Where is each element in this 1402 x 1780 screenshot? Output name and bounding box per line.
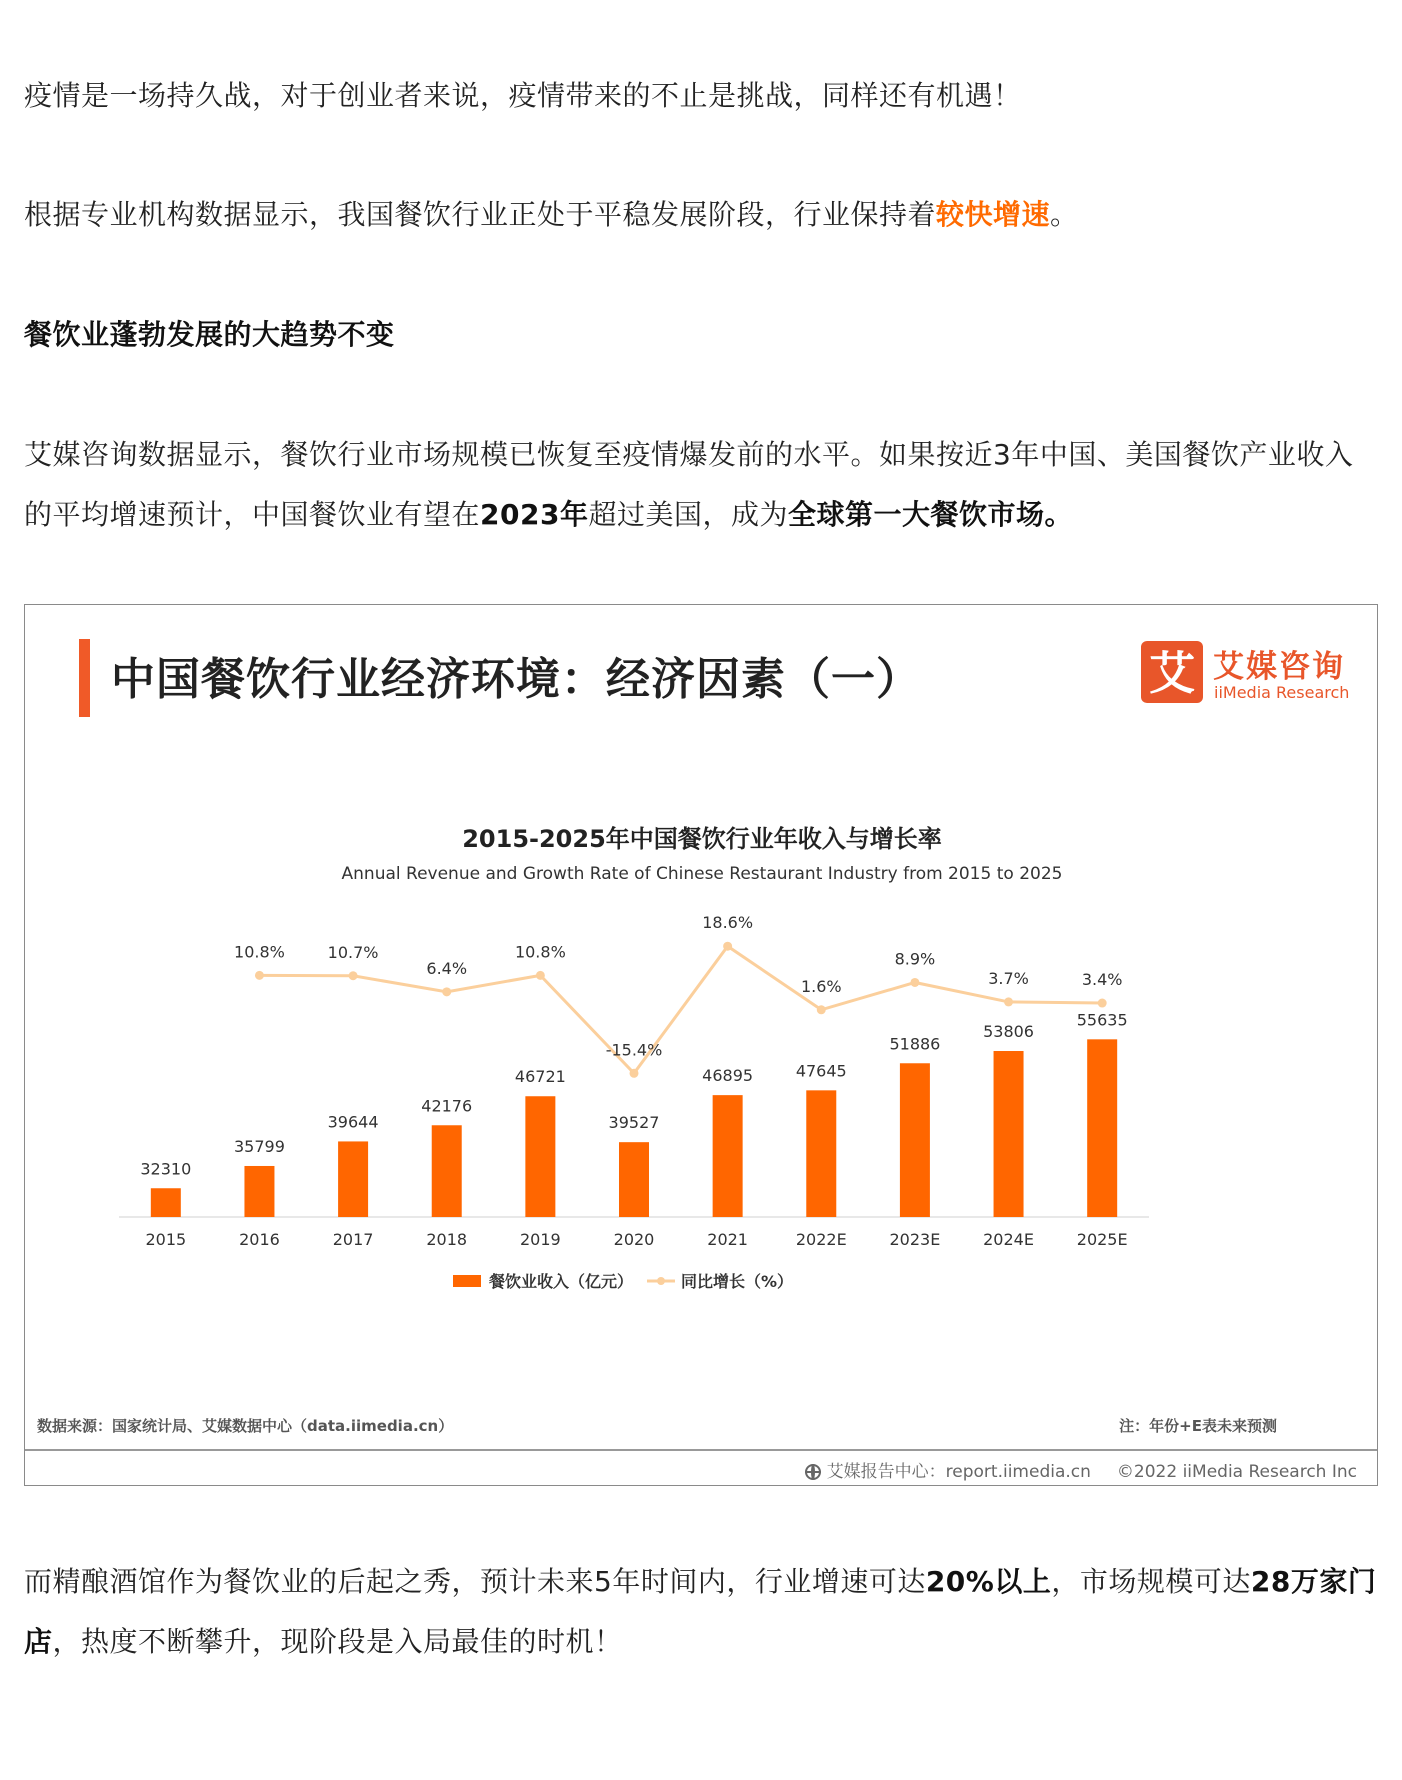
- paragraph-intro-text: 疫情是一场持久战，对于创业者来说，疫情带来的不止是挑战，同样还有机遇！: [24, 79, 1022, 112]
- bar-2016: [244, 1166, 274, 1217]
- bar-2022E: [806, 1090, 836, 1217]
- bar-label-2017: 39644: [327, 1112, 379, 1132]
- x-tick-2021: 2021: [707, 1230, 748, 1249]
- growth-label-2022E: 1.6%: [800, 976, 842, 996]
- footer-copyright: ©2022 iiMedia Research Inc: [1116, 1462, 1357, 1482]
- bar-2018: [432, 1125, 462, 1217]
- bar-2017: [338, 1141, 368, 1217]
- x-tick-2020: 2020: [613, 1230, 655, 1249]
- chart-title: 2015-2025年中国餐饮行业年收入与增长率: [462, 825, 942, 853]
- x-tick-2023E: 2023E: [889, 1230, 941, 1249]
- legend-growth-label: 同比增长（%）: [681, 1272, 794, 1291]
- paragraph-growth: [24, 185, 1378, 245]
- paragraph-market-text-a: 艾媒咨询数据显示，餐饮行业市场规模已恢复至疫情爆发前的水平。如果按近3年中国、美国餐饮产业收入的平均增速预计，中国餐饮业有望在: [24, 438, 1354, 531]
- paragraph-market-text-c: 超过美国，成为: [588, 498, 788, 531]
- growth-point-2018: [442, 987, 451, 996]
- x-tick-2016: 2016: [239, 1230, 280, 1249]
- bar-2021: [713, 1095, 743, 1217]
- growth-label-2018: 6.4%: [426, 958, 468, 978]
- footer-report-center: 艾媒报告中心：report.iimedia.cn: [826, 1462, 1091, 1482]
- growth-label-2017: 10.7%: [327, 942, 379, 962]
- paragraph-growth-text: 根据专业机构数据显示，我国餐饮行业正处于平稳发展阶段，行业保持着: [24, 198, 937, 231]
- bar-label-2021: 46895: [702, 1066, 754, 1086]
- x-tick-2019: 2019: [520, 1230, 561, 1249]
- growth-point-2019: [536, 971, 545, 980]
- growth-label-2024E: 3.7%: [988, 968, 1029, 988]
- growth-point-2017: [349, 971, 358, 980]
- data-source: 数据来源：国家统计局、艾媒数据中心（data.iimedia.cn）: [37, 1417, 454, 1435]
- paragraph-craft-text-c: ，市场规模可达: [1051, 1565, 1251, 1598]
- growth-point-2023E: [910, 978, 919, 987]
- highlight-fast-growth: 较快增速: [936, 198, 1051, 231]
- logo-chinese-name: 艾媒咨询: [1213, 649, 1345, 685]
- growth-label-2020: -15.4%: [605, 1040, 663, 1060]
- section-heading: [24, 305, 1378, 365]
- bar-label-2020: 39527: [608, 1113, 660, 1133]
- bar-label-2019: 46721: [514, 1067, 566, 1087]
- figure-divider: [25, 1449, 1378, 1451]
- paragraph-market: [24, 425, 1378, 545]
- bar-2019: [525, 1096, 555, 1217]
- bar-2020: [619, 1142, 649, 1217]
- bar-2025E: [1087, 1039, 1117, 1217]
- logo-icon-glyph: 艾: [1149, 646, 1195, 700]
- bar-label-2025E: 55635: [1076, 1010, 1128, 1030]
- growth-point-2021: [723, 942, 732, 951]
- x-tick-2025E: 2025E: [1076, 1230, 1128, 1249]
- figure-footer: [805, 1457, 1357, 1482]
- growth-label-2016: 10.8%: [234, 942, 285, 962]
- chart-subtitle: Annual Revenue and Growth Rate of Chinese Restaurant Industry from 2015 to 2025: [341, 864, 1063, 884]
- bar-2015: [151, 1188, 181, 1217]
- logo-english-name: iiMedia Research: [1214, 683, 1350, 702]
- chart-figure: [24, 604, 1378, 1486]
- legend-line-dot: [657, 1277, 665, 1285]
- x-tick-2015: 2015: [145, 1230, 187, 1249]
- section-heading-text: 餐饮业蓬勃发展的大趋势不变: [24, 318, 395, 351]
- globe-icon: [805, 1464, 821, 1480]
- paragraph-craft-text-a: 而精酿酒馆作为餐饮业的后起之秀，预计未来5年时间内，行业增速可达: [24, 1565, 926, 1598]
- figure-title: 中国餐饮行业经济环境：经济因素（一）: [111, 654, 921, 705]
- forecast-note: 注：年份+E表未来预测: [1119, 1417, 1277, 1435]
- bar-label-2015: 32310: [140, 1159, 192, 1179]
- bold-2023: 2023年: [480, 498, 589, 531]
- bar-2023E: [900, 1063, 930, 1217]
- bar-label-2024E: 53806: [983, 1022, 1034, 1042]
- paragraph-craft-beer: [24, 1552, 1378, 1672]
- growth-point-2024E: [1004, 997, 1013, 1006]
- paragraph-growth-end: 。: [1050, 198, 1079, 231]
- bar-label-2018: 42176: [421, 1096, 473, 1116]
- legend-bar-swatch: [453, 1275, 481, 1287]
- paragraph-craft-text-e: ，热度不断攀升，现阶段是入局最佳的时机！: [52, 1625, 623, 1658]
- growth-rate-line: [259, 946, 1102, 1073]
- growth-point-2025E: [1098, 999, 1107, 1008]
- paragraph-intro: [24, 66, 1378, 126]
- x-tick-2017: 2017: [332, 1230, 374, 1249]
- growth-point-2022E: [817, 1005, 826, 1014]
- growth-point-2020: [630, 1069, 639, 1078]
- bar-label-2023E: 51886: [889, 1034, 941, 1054]
- bar-label-2016: 35799: [234, 1136, 285, 1156]
- bold-280k-stores: 28万家门店: [24, 1565, 1377, 1658]
- x-tick-2024E: 2024E: [983, 1230, 1034, 1249]
- growth-label-2021: 18.6%: [702, 913, 754, 933]
- growth-label-2023E: 8.9%: [894, 949, 936, 969]
- legend-revenue-label: 餐饮业收入（亿元）: [489, 1272, 634, 1291]
- growth-point-2016: [255, 971, 264, 980]
- revenue-growth-chart: [25, 605, 1378, 1405]
- bold-global-first: 全球第一大餐饮市场。: [787, 498, 1073, 531]
- x-tick-2018: 2018: [426, 1230, 468, 1249]
- growth-label-2025E: 3.4%: [1081, 970, 1123, 990]
- bar-2024E: [994, 1051, 1024, 1217]
- bar-label-2022E: 47645: [795, 1061, 847, 1081]
- bold-20-percent: 20%以上: [925, 1565, 1052, 1598]
- x-tick-2022E: 2022E: [795, 1230, 847, 1249]
- growth-label-2019: 10.8%: [514, 942, 566, 962]
